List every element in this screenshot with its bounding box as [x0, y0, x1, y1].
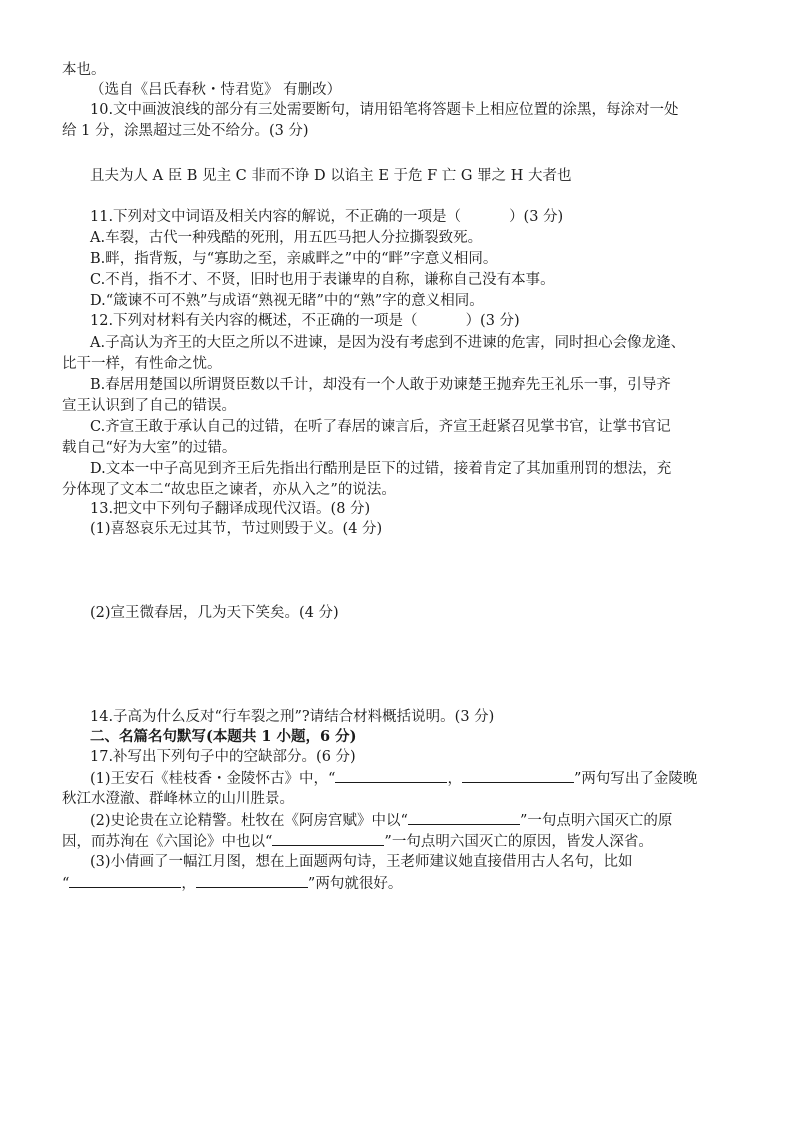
source-citation: （选自《吕氏春秋・恃君览》 有删改） — [90, 82, 342, 98]
punctuation-exercise: 且夫为人 A 臣 B 见主 C 非而不诤 D 以谄主 E 于危 F 亡 G 罪之 H 大者也 — [90, 168, 572, 184]
question-text: ”一句点明六国灭亡的原 — [519, 813, 673, 829]
option-a: A.子高认为齐王的大臣之所以不进谏，是因为没有考虑到不进谏的危害，同时担心会像龙逄、 — [90, 335, 686, 351]
question-score: ）(3 分) — [465, 313, 520, 329]
fill-blank[interactable] — [408, 810, 520, 825]
question-text: ”两句写出了金陵晚 — [573, 771, 698, 787]
question-13: 13.把文中下列句子翻译成现代汉语。(8 分) — [90, 501, 371, 517]
fill-blank[interactable] — [335, 768, 447, 783]
option-a: A.车裂，古代一种残酷的死刑，用五匹马把人分拉撕裂致死。 — [90, 230, 483, 246]
subquestion-13-2: (2)宣王微春居，几为天下笑矣。(4 分) — [90, 605, 339, 621]
subquestion-13-1: (1)喜怒哀乐无过其节，节过则毁于义。(4 分) — [90, 521, 383, 537]
question-score: ）(3 分) — [509, 209, 564, 225]
text-line: 给 1 分，涂黑超过三处不给分。(3 分) — [62, 123, 309, 139]
question-17: 17.补写出下列句子中的空缺部分。(6 分) — [90, 749, 356, 765]
question-text: 11.下列对文中词语及相关内容的解说，不正确的一项是（ — [90, 209, 462, 225]
question-text: (1)王安石《桂枝香・金陵怀古》中，“ — [90, 771, 336, 787]
option-b: B.畔，指背叛，与“寡助之至，亲戚畔之”中的“畔”字意义相同。 — [90, 251, 498, 267]
text-line — [62, 873, 402, 894]
text-line: 秋江水澄澈、群峰林立的山川胜景。 — [62, 791, 294, 807]
question-11 — [90, 207, 563, 227]
text-line: 宣王认识到了自己的错误。 — [62, 398, 236, 414]
comma: ， — [181, 876, 196, 892]
question-text: (2)史论贵在立论精警。杜牧在《阿房宫赋》中以“ — [90, 813, 408, 829]
text-line — [62, 831, 653, 852]
text-line: 分体现了文本二“故忠臣之谏者，亦从入之”的说法。 — [62, 482, 396, 498]
question-text: 12.下列对材料有关内容的概述，不正确的一项是（ — [90, 313, 418, 329]
option-d: D.文本一中子高见到齐王后先指出行酷刑是臣下的过错，接着肯定了其加重刑罚的想法，充 — [90, 461, 672, 477]
option-d: D.“箴谏不可不熟”与成语“熟视无睹”中的“熟”字的意义相同。 — [90, 293, 484, 309]
question-14: 14.子高为什么反对“行车裂之刑”?请结合材料概括说明。(3 分) — [90, 709, 495, 725]
text-line: 本也。 — [62, 62, 106, 78]
question-text: “ — [62, 876, 70, 892]
option-c: C.不肖，指不才、不贤，旧时也用于表谦卑的自称，谦称自己没有本事。 — [90, 272, 555, 288]
question-text: ”一句点明六国灭亡的原因，皆发人深省。 — [384, 834, 653, 850]
question-text: ”两句就很好。 — [307, 876, 403, 892]
text-line: 比干一样，有性命之忧。 — [62, 356, 222, 372]
text-line: 载自己“好为大室”的过错。 — [62, 440, 237, 456]
subquestion-17-3: (3)小倩画了一幅江月图，想在上面题两句诗，王老师建议她直接借用古人名句，比如 — [90, 854, 633, 870]
option-b: B.春居用楚国以所谓贤臣数以千计，却没有一个人敢于劝谏楚王抛弃先王礼乐一事，引导齐 — [90, 377, 671, 393]
question-12 — [90, 311, 520, 331]
subquestion-17-2 — [90, 810, 672, 831]
option-c: C.齐宣王敢于承认自己的过错，在听了春居的谏言后，齐宣王赶紧召见掌书官，让掌书官记 — [90, 419, 671, 435]
comma: ， — [447, 771, 462, 787]
subquestion-17-1 — [90, 768, 697, 789]
question-10: 10.文中画波浪线的部分有三处需要断句，请用铅笔将答题卡上相应位置的涂黑，每涂对一处 — [90, 102, 679, 118]
fill-blank[interactable] — [69, 873, 181, 888]
fill-blank[interactable] — [272, 831, 384, 846]
fill-blank[interactable] — [462, 768, 574, 783]
fill-blank[interactable] — [196, 873, 308, 888]
section-heading: 二、名篇名句默写(本题共 1 小题，6 分) — [90, 728, 357, 745]
question-text: 因，而苏洵在《六国论》中也以“ — [62, 834, 273, 850]
